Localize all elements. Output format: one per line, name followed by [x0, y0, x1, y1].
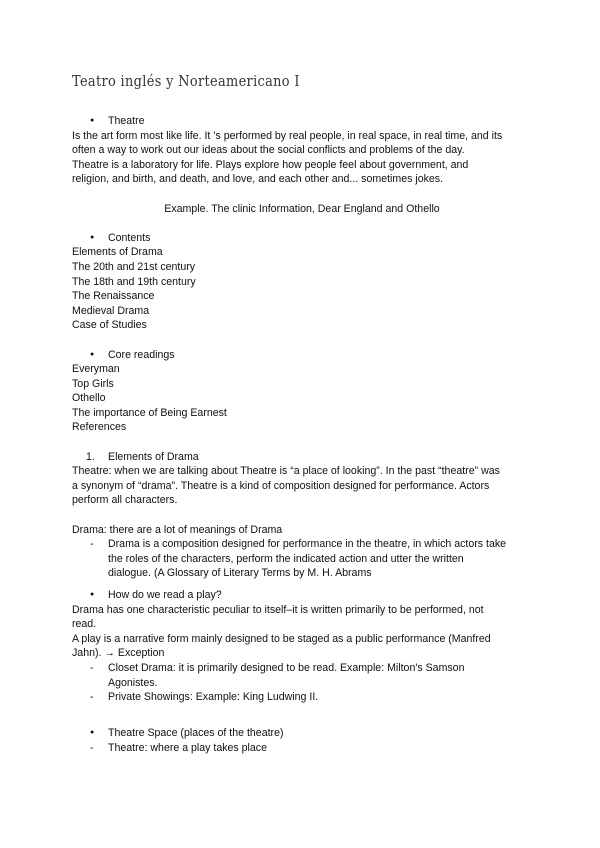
contents-item: The 18th and 19th century: [72, 275, 196, 288]
contents-item: The Renaissance: [72, 290, 155, 303]
contents-item: Medieval Drama: [72, 304, 150, 317]
drama-line: Drama: there are a lot of meanings of Drama: [72, 523, 283, 536]
drama-dash-line-2: the roles of the characters, perform the indicated action and utter the written: [108, 552, 464, 565]
bullet-theatre: ● Theatre: [72, 114, 532, 129]
theatre-line-2: often a way to work out our ideas about the social conflicts and problems of the day.: [72, 144, 465, 157]
elements-line-3: perform all characters.: [72, 494, 178, 507]
elements-heading: Elements of Drama: [108, 450, 199, 463]
read-play-line-4: Jahn). → Exception: [72, 647, 165, 660]
theatre-line-1: Is the art form most like life. It ’s performed by real people, in real space, in real time, and its: [72, 129, 503, 142]
closet-drama-line-1: - Closet Drama: it is primarily designed to be read. Example: Milton's Samson: [108, 661, 465, 674]
list-number: 1.: [86, 450, 95, 463]
private-showings-item: [72, 690, 532, 705]
space-dash-item: [72, 741, 532, 756]
closet-drama-line-2: Agonistes.: [108, 676, 158, 689]
read-play-line-2: read.: [72, 618, 97, 631]
space-dash-line: - Theatre: where a play takes place: [108, 741, 267, 754]
elements-line-1: Theatre: when we are talking about Theatre is “a place of looking”. In the past “theatre” was: [72, 465, 500, 478]
drama-dash-item: [72, 537, 532, 581]
bullet-read-play: ● How do we read a play?: [72, 588, 532, 603]
bullet-contents: ● Contents: [72, 231, 532, 246]
contents-item: The 20th and 21st century: [72, 260, 196, 273]
document-body: [72, 114, 532, 756]
read-play-line-1: Drama has one characteristic peculiar to itself–it is written primarily to be performed, not: [72, 603, 484, 616]
document-title: Teatro inglés y Norteamericano I: [72, 72, 300, 90]
bullet-core-readings: ● Core readings: [72, 348, 532, 363]
elements-line-2: a synonym of “drama”. Theatre is a kind of composition designed for performance. Actors: [72, 479, 490, 492]
contents-item: Case of Studies: [72, 319, 147, 332]
reading-item: The importance of Being Earnest: [72, 406, 227, 419]
contents-item: Elements of Drama: [72, 246, 163, 259]
drama-dash-line-1: - Drama is a composition designed for performance in the theatre, in which actors take: [108, 538, 507, 551]
theatre-line-4: religion, and birth, and death, and love, and each other and... sometimes jokes.: [72, 173, 444, 186]
theatre-line-3: Theatre is a laboratory for life. Plays explore how people feel about government, and: [72, 158, 469, 171]
reading-item: References: [72, 421, 127, 434]
reading-item: Othello: [72, 392, 106, 405]
closet-drama-item: [72, 661, 532, 690]
reading-item: Everyman: [72, 363, 120, 376]
drama-dash-line-3: dialogue. (A Glossary of Literary Terms by M. H. Abrams: [108, 567, 372, 580]
read-play-line-3: A play is a narrative form mainly designed to be staged as a public performance (Manfred: [72, 632, 491, 645]
numbered-heading-elements: [72, 450, 532, 465]
reading-item: Top Girls: [72, 377, 114, 390]
private-showings-line: - Private Showings: Example: King Ludwing II.: [108, 691, 319, 704]
bullet-theatre-space: ● Theatre Space (places of the theatre): [72, 726, 532, 741]
theatre-example: Example. The clinic Information, Dear England and Othello: [164, 202, 440, 215]
